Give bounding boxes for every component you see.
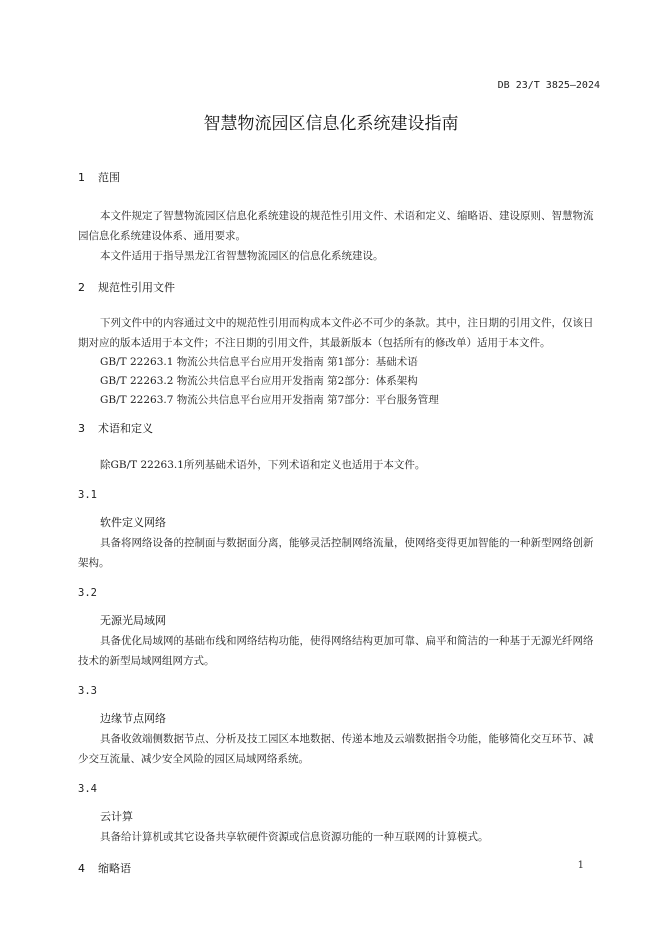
paragraph: 除GB/T 22263.1所列基础术语外，下列术语和定义也适用于本文件。 bbox=[100, 459, 426, 471]
term-number: 3.3 bbox=[78, 685, 97, 697]
section-number: 2 bbox=[78, 281, 85, 294]
term-name: 软件定义网络 bbox=[100, 516, 166, 529]
reference-item: GB/T 22263.7 物流公共信息平台应用开发指南 第7部分：平台服务管理 bbox=[100, 394, 439, 406]
term-number: 3.1 bbox=[78, 489, 97, 501]
page-number: 1 bbox=[577, 860, 584, 871]
paragraph: 下列文件中的内容通过文中的规范性引用而构成本文件必不可少的条款。其中，注日期的引用文件，仅该日期对应的版本适用于本文件；不注日期的引用文件，其最新版本（包括所有的修改单）适用于本文件。 bbox=[78, 317, 594, 349]
reference-item: GB/T 22263.1 物流公共信息平台应用开发指南 第1部分：基础术语 bbox=[100, 356, 418, 368]
term-name: 云计算 bbox=[100, 810, 133, 823]
section-number: 4 bbox=[78, 862, 85, 875]
paragraph: 本文件适用于指导黑龙江省智慧物流园区的信息化系统建设。 bbox=[100, 250, 384, 262]
section-title: 范围 bbox=[98, 171, 120, 184]
section-title: 术语和定义 bbox=[98, 422, 153, 435]
section-2-heading bbox=[78, 278, 598, 298]
document-body bbox=[78, 168, 598, 879]
term-definition: 具备优化局域网的基础布线和网络结构功能，使得网络结构更加可靠、扁平和简洁的一种基于无源光纤网络技术的新型局域网组网方式。 bbox=[78, 635, 594, 667]
section-number: 1 bbox=[78, 171, 85, 184]
term-number: 3.4 bbox=[78, 783, 97, 795]
standard-code: DB 23/T 3825—2024 bbox=[497, 80, 600, 91]
term-definition: 具备将网络设备的控制面与数据面分离，能够灵活控制网络流量，使网络变得更加智能的一种新型网络创新架构。 bbox=[78, 537, 594, 569]
section-4-heading bbox=[78, 859, 598, 879]
section-1-heading bbox=[78, 168, 598, 188]
document-title: 智慧物流园区信息化系统建设指南 bbox=[203, 114, 459, 134]
section-title: 缩略语 bbox=[98, 862, 131, 875]
term-name: 无源光局域网 bbox=[100, 614, 166, 627]
term-name: 边缘节点网络 bbox=[100, 712, 166, 725]
reference-item: GB/T 22263.2 物流公共信息平台应用开发指南 第2部分：体系架构 bbox=[100, 375, 418, 387]
section-number: 3 bbox=[78, 422, 85, 435]
section-3-heading bbox=[78, 419, 598, 439]
term-definition: 具备给计算机或其它设备共享软硬件资源或信息资源功能的一种互联网的计算模式。 bbox=[100, 831, 489, 843]
paragraph: 本文件规定了智慧物流园区信息化系统建设的规范性引用文件、术语和定义、缩略语、建设原则、智慧物流园信息化系统建设体系、通用要求。 bbox=[78, 210, 594, 242]
term-definition: 具备收敛端侧数据节点、分析及技工园区本地数据、传递本地及云端数据指令功能，能够简化交互环节、减少交互流量、减少安全风险的园区局域网络系统。 bbox=[78, 733, 594, 765]
section-title: 规范性引用文件 bbox=[98, 281, 175, 294]
term-number: 3.2 bbox=[78, 587, 97, 599]
